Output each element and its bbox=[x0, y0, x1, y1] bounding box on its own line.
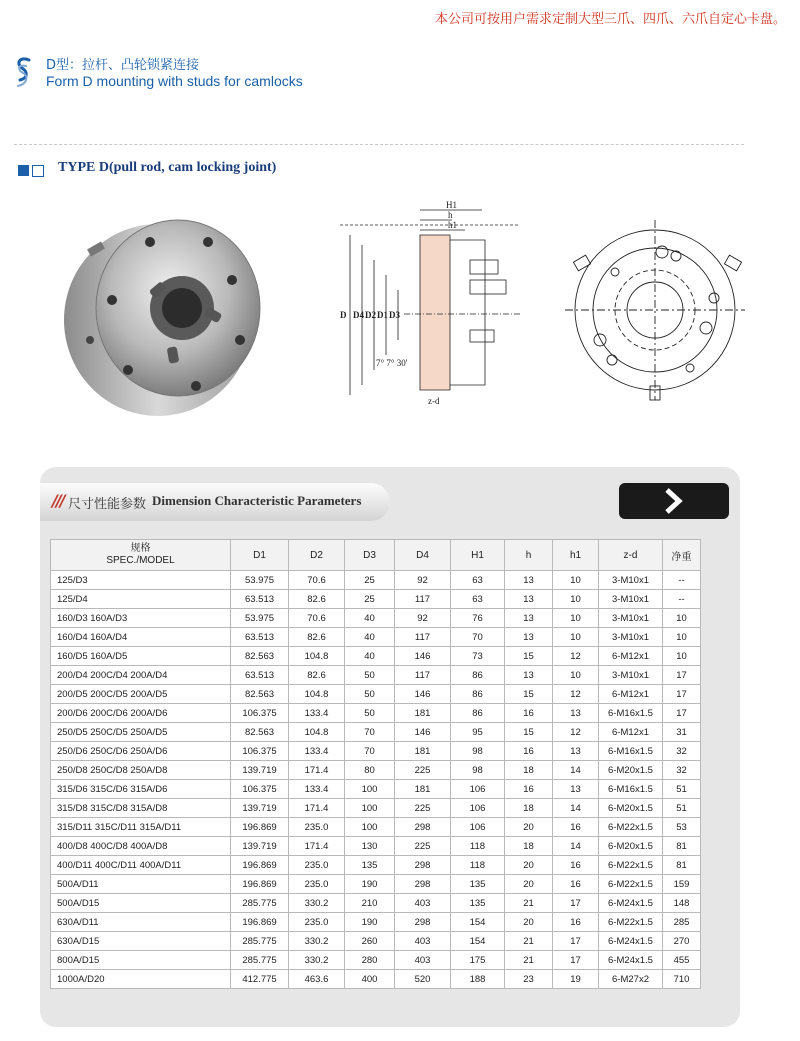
value-cell: 12 bbox=[553, 647, 599, 666]
value-cell: 6-M20x1.5 bbox=[599, 837, 663, 856]
value-cell: 330.2 bbox=[289, 932, 345, 951]
value-cell: 106 bbox=[451, 780, 505, 799]
value-cell: 171.4 bbox=[289, 761, 345, 780]
value-cell: 133.4 bbox=[289, 704, 345, 723]
value-cell: 81 bbox=[663, 837, 701, 856]
value-cell: 190 bbox=[345, 875, 395, 894]
banner-slashes: /// bbox=[52, 491, 64, 510]
model-cell: 200/D6 200C/D6 200A/D6 bbox=[51, 704, 231, 723]
value-cell: 117 bbox=[395, 590, 451, 609]
value-cell: 100 bbox=[345, 799, 395, 818]
table-row bbox=[51, 666, 701, 685]
column-header: D3 bbox=[345, 540, 395, 571]
value-cell: 3-M10x1 bbox=[599, 590, 663, 609]
value-cell: 196.869 bbox=[231, 913, 289, 932]
value-cell: 235.0 bbox=[289, 856, 345, 875]
value-cell: 13 bbox=[505, 571, 553, 590]
svg-text:D: D bbox=[340, 310, 347, 320]
table-row bbox=[51, 875, 701, 894]
value-cell: 455 bbox=[663, 951, 701, 970]
value-cell: 6-M22x1.5 bbox=[599, 875, 663, 894]
value-cell: 403 bbox=[395, 894, 451, 913]
value-cell: 10 bbox=[553, 609, 599, 628]
table-row bbox=[51, 704, 701, 723]
value-cell: 40 bbox=[345, 609, 395, 628]
value-cell: 10 bbox=[663, 628, 701, 647]
value-cell: 13 bbox=[505, 666, 553, 685]
value-cell: 63 bbox=[451, 571, 505, 590]
value-cell: 285.775 bbox=[231, 894, 289, 913]
svg-text:7° 7° 30': 7° 7° 30' bbox=[376, 358, 408, 368]
table-row bbox=[51, 894, 701, 913]
value-cell: 17 bbox=[553, 894, 599, 913]
column-header: z-d bbox=[599, 540, 663, 571]
chuck-photo bbox=[64, 220, 260, 416]
product-illustrations bbox=[0, 190, 800, 420]
value-cell: 285 bbox=[663, 913, 701, 932]
value-cell: 63.513 bbox=[231, 666, 289, 685]
value-cell: 298 bbox=[395, 875, 451, 894]
value-cell: 6-M12x1 bbox=[599, 685, 663, 704]
model-cell: 250/D6 250C/D6 250A/D6 bbox=[51, 742, 231, 761]
value-cell: 106 bbox=[451, 799, 505, 818]
value-cell: 70.6 bbox=[289, 609, 345, 628]
value-cell: 15 bbox=[505, 685, 553, 704]
next-button[interactable] bbox=[619, 483, 729, 519]
value-cell: 196.869 bbox=[231, 856, 289, 875]
table-header-row bbox=[51, 540, 701, 571]
value-cell: 21 bbox=[505, 894, 553, 913]
value-cell: 260 bbox=[345, 932, 395, 951]
table-row bbox=[51, 951, 701, 970]
value-cell: 6-M24x1.5 bbox=[599, 894, 663, 913]
value-cell: 463.6 bbox=[289, 970, 345, 989]
model-cell: 800A/D15 bbox=[51, 951, 231, 970]
value-cell: 10 bbox=[553, 590, 599, 609]
value-cell: 270 bbox=[663, 932, 701, 951]
value-cell: 80 bbox=[345, 761, 395, 780]
value-cell: 13 bbox=[505, 628, 553, 647]
value-cell: 86 bbox=[451, 685, 505, 704]
column-header: 净重 bbox=[663, 540, 701, 571]
value-cell: 235.0 bbox=[289, 913, 345, 932]
value-cell: 20 bbox=[505, 913, 553, 932]
value-cell: 106.375 bbox=[231, 780, 289, 799]
model-cell: 400/D8 400C/D8 400A/D8 bbox=[51, 837, 231, 856]
svg-text:D3: D3 bbox=[389, 310, 400, 320]
value-cell: 82.563 bbox=[231, 647, 289, 666]
value-cell: 92 bbox=[395, 609, 451, 628]
table-row bbox=[51, 932, 701, 951]
value-cell: 76 bbox=[451, 609, 505, 628]
value-cell: 18 bbox=[505, 799, 553, 818]
value-cell: 139.719 bbox=[231, 761, 289, 780]
table-row bbox=[51, 761, 701, 780]
value-cell: 21 bbox=[505, 951, 553, 970]
table-row bbox=[51, 780, 701, 799]
value-cell: 520 bbox=[395, 970, 451, 989]
table-row bbox=[51, 970, 701, 989]
value-cell: 146 bbox=[395, 723, 451, 742]
value-cell: 181 bbox=[395, 704, 451, 723]
value-cell: 139.719 bbox=[231, 799, 289, 818]
value-cell: 21 bbox=[505, 932, 553, 951]
value-cell: 6-M16x1.5 bbox=[599, 742, 663, 761]
value-cell: 13 bbox=[553, 742, 599, 761]
value-cell: 400 bbox=[345, 970, 395, 989]
value-cell: 63.513 bbox=[231, 628, 289, 647]
value-cell: 196.869 bbox=[231, 818, 289, 837]
svg-text:D4: D4 bbox=[353, 310, 364, 320]
value-cell: 70 bbox=[345, 742, 395, 761]
value-cell: 3-M10x1 bbox=[599, 666, 663, 685]
value-cell: 171.4 bbox=[289, 837, 345, 856]
value-cell: 117 bbox=[395, 666, 451, 685]
column-header: H1 bbox=[451, 540, 505, 571]
value-cell: 225 bbox=[395, 799, 451, 818]
value-cell: 17 bbox=[663, 704, 701, 723]
value-cell: 16 bbox=[505, 742, 553, 761]
model-cell: 160/D4 160A/D4 bbox=[51, 628, 231, 647]
column-header: D4 bbox=[395, 540, 451, 571]
value-cell: 70 bbox=[345, 723, 395, 742]
type-title: TYPE D(pull rod, cam locking joint) bbox=[58, 160, 277, 175]
value-cell: 17 bbox=[663, 666, 701, 685]
model-cell: 500A/D15 bbox=[51, 894, 231, 913]
value-cell: 403 bbox=[395, 932, 451, 951]
value-cell: 25 bbox=[345, 590, 395, 609]
value-cell: 104.8 bbox=[289, 723, 345, 742]
value-cell: 6-M20x1.5 bbox=[599, 761, 663, 780]
value-cell: 106.375 bbox=[231, 742, 289, 761]
value-cell: 17 bbox=[553, 932, 599, 951]
value-cell: 53 bbox=[663, 818, 701, 837]
value-cell: 181 bbox=[395, 780, 451, 799]
value-cell: -- bbox=[663, 590, 701, 609]
table-row bbox=[51, 837, 701, 856]
model-cell: 315/D6 315C/D6 315A/D6 bbox=[51, 780, 231, 799]
banner-title-zh: 尺寸性能参数 bbox=[68, 497, 147, 512]
value-cell: 16 bbox=[553, 818, 599, 837]
value-cell: 19 bbox=[553, 970, 599, 989]
front-view-drawing bbox=[565, 220, 745, 400]
svg-text:h1: h1 bbox=[448, 220, 457, 230]
value-cell: 40 bbox=[345, 647, 395, 666]
value-cell: 6-M16x1.5 bbox=[599, 780, 663, 799]
value-cell: 32 bbox=[663, 761, 701, 780]
banner-title-en: Dimension Characteristic Parameters bbox=[152, 493, 362, 508]
value-cell: 225 bbox=[395, 761, 451, 780]
value-cell: 63 bbox=[451, 590, 505, 609]
model-cell: 630A/D11 bbox=[51, 913, 231, 932]
value-cell: 133.4 bbox=[289, 780, 345, 799]
value-cell: 118 bbox=[451, 837, 505, 856]
value-cell: 51 bbox=[663, 780, 701, 799]
model-cell: 250/D8 250C/D8 250A/D8 bbox=[51, 761, 231, 780]
column-header: D2 bbox=[289, 540, 345, 571]
column-header: D1 bbox=[231, 540, 289, 571]
value-cell: 50 bbox=[345, 685, 395, 704]
table-row bbox=[51, 628, 701, 647]
value-cell: 10 bbox=[553, 628, 599, 647]
model-cell: 125/D4 bbox=[51, 590, 231, 609]
value-cell: 17 bbox=[663, 685, 701, 704]
outline-square-icon bbox=[32, 165, 44, 177]
filled-square-icon bbox=[18, 165, 29, 176]
value-cell: 18 bbox=[505, 761, 553, 780]
value-cell: 18 bbox=[505, 837, 553, 856]
value-cell: 53.975 bbox=[231, 571, 289, 590]
dimension-table bbox=[50, 539, 701, 989]
value-cell: 235.0 bbox=[289, 875, 345, 894]
value-cell: 104.8 bbox=[289, 647, 345, 666]
spec-header: 规格 SPEC./MODEL bbox=[51, 540, 231, 571]
value-cell: 6-M12x1 bbox=[599, 723, 663, 742]
value-cell: 280 bbox=[345, 951, 395, 970]
value-cell: 10 bbox=[663, 609, 701, 628]
value-cell: 135 bbox=[451, 875, 505, 894]
model-cell: 630A/D15 bbox=[51, 932, 231, 951]
value-cell: 15 bbox=[505, 723, 553, 742]
value-cell: 14 bbox=[553, 761, 599, 780]
value-cell: 16 bbox=[553, 913, 599, 932]
value-cell: 73 bbox=[451, 647, 505, 666]
value-cell: 175 bbox=[451, 951, 505, 970]
table-row bbox=[51, 723, 701, 742]
value-cell: 3-M10x1 bbox=[599, 628, 663, 647]
value-cell: 298 bbox=[395, 913, 451, 932]
value-cell: 130 bbox=[345, 837, 395, 856]
value-cell: 104.8 bbox=[289, 685, 345, 704]
table-row bbox=[51, 647, 701, 666]
value-cell: 12 bbox=[553, 685, 599, 704]
model-cell: 200/D5 200C/D5 200A/D5 bbox=[51, 685, 231, 704]
value-cell: 92 bbox=[395, 571, 451, 590]
table-row bbox=[51, 571, 701, 590]
model-cell: 1000A/D20 bbox=[51, 970, 231, 989]
value-cell: 106 bbox=[451, 818, 505, 837]
model-cell: 315/D11 315C/D11 315A/D11 bbox=[51, 818, 231, 837]
s-logo-icon bbox=[14, 56, 32, 90]
value-cell: 146 bbox=[395, 647, 451, 666]
value-cell: 710 bbox=[663, 970, 701, 989]
value-cell: 98 bbox=[451, 742, 505, 761]
value-cell: 298 bbox=[395, 856, 451, 875]
value-cell: 330.2 bbox=[289, 951, 345, 970]
value-cell: 412.775 bbox=[231, 970, 289, 989]
value-cell: 15 bbox=[505, 647, 553, 666]
value-cell: 82.563 bbox=[231, 685, 289, 704]
value-cell: 135 bbox=[345, 856, 395, 875]
value-cell: 95 bbox=[451, 723, 505, 742]
value-cell: 13 bbox=[505, 590, 553, 609]
svg-text:D2: D2 bbox=[365, 310, 376, 320]
value-cell: 20 bbox=[505, 818, 553, 837]
column-header: h bbox=[505, 540, 553, 571]
section-title-en: Form D mounting with studs for camlocks bbox=[46, 73, 303, 89]
value-cell: 10 bbox=[663, 647, 701, 666]
value-cell: 330.2 bbox=[289, 894, 345, 913]
value-cell: 6-M22x1.5 bbox=[599, 913, 663, 932]
table-row bbox=[51, 799, 701, 818]
value-cell: 17 bbox=[553, 951, 599, 970]
column-header: h1 bbox=[553, 540, 599, 571]
value-cell: 25 bbox=[345, 571, 395, 590]
value-cell: 82.6 bbox=[289, 628, 345, 647]
value-cell: 403 bbox=[395, 951, 451, 970]
value-cell: 10 bbox=[553, 666, 599, 685]
value-cell: 106.375 bbox=[231, 704, 289, 723]
table-body bbox=[51, 571, 701, 989]
value-cell: 285.775 bbox=[231, 932, 289, 951]
value-cell: 6-M24x1.5 bbox=[599, 932, 663, 951]
value-cell: 16 bbox=[553, 856, 599, 875]
custom-order-notice: 本公司可按用户需求定制大型三爪、四爪、六爪自定心卡盘。 bbox=[434, 12, 786, 27]
value-cell: 154 bbox=[451, 913, 505, 932]
value-cell: 50 bbox=[345, 704, 395, 723]
value-cell: 3-M10x1 bbox=[599, 609, 663, 628]
value-cell: 3-M10x1 bbox=[599, 571, 663, 590]
table-row bbox=[51, 742, 701, 761]
value-cell: 82.6 bbox=[289, 666, 345, 685]
value-cell: 32 bbox=[663, 742, 701, 761]
table-row bbox=[51, 590, 701, 609]
value-cell: 13 bbox=[505, 609, 553, 628]
value-cell: 20 bbox=[505, 856, 553, 875]
value-cell: 13 bbox=[553, 780, 599, 799]
svg-text:H1: H1 bbox=[446, 200, 457, 210]
value-cell: -- bbox=[663, 571, 701, 590]
model-cell: 500A/D11 bbox=[51, 875, 231, 894]
value-cell: 82.6 bbox=[289, 590, 345, 609]
value-cell: 210 bbox=[345, 894, 395, 913]
value-cell: 16 bbox=[553, 875, 599, 894]
value-cell: 235.0 bbox=[289, 818, 345, 837]
value-cell: 6-M22x1.5 bbox=[599, 856, 663, 875]
table-row bbox=[51, 856, 701, 875]
value-cell: 190 bbox=[345, 913, 395, 932]
value-cell: 12 bbox=[553, 723, 599, 742]
value-cell: 70.6 bbox=[289, 571, 345, 590]
value-cell: 6-M22x1.5 bbox=[599, 818, 663, 837]
side-section-drawing bbox=[340, 200, 520, 406]
model-cell: 400/D11 400C/D11 400A/D11 bbox=[51, 856, 231, 875]
value-cell: 40 bbox=[345, 628, 395, 647]
value-cell: 6-M27x2 bbox=[599, 970, 663, 989]
value-cell: 6-M20x1.5 bbox=[599, 799, 663, 818]
value-cell: 133.4 bbox=[289, 742, 345, 761]
value-cell: 285.775 bbox=[231, 951, 289, 970]
model-cell: 250/D5 250C/D5 250A/D5 bbox=[51, 723, 231, 742]
value-cell: 117 bbox=[395, 628, 451, 647]
value-cell: 225 bbox=[395, 837, 451, 856]
value-cell: 100 bbox=[345, 780, 395, 799]
chevron-right-icon bbox=[661, 487, 687, 515]
value-cell: 86 bbox=[451, 704, 505, 723]
value-cell: 82.563 bbox=[231, 723, 289, 742]
value-cell: 146 bbox=[395, 685, 451, 704]
value-cell: 63.513 bbox=[231, 590, 289, 609]
value-cell: 10 bbox=[553, 571, 599, 590]
value-cell: 16 bbox=[505, 780, 553, 799]
value-cell: 298 bbox=[395, 818, 451, 837]
divider bbox=[14, 144, 744, 145]
value-cell: 53.975 bbox=[231, 609, 289, 628]
value-cell: 6-M12x1 bbox=[599, 647, 663, 666]
value-cell: 81 bbox=[663, 856, 701, 875]
value-cell: 14 bbox=[553, 799, 599, 818]
model-cell: 160/D3 160A/D3 bbox=[51, 609, 231, 628]
svg-text:h: h bbox=[448, 210, 453, 220]
value-cell: 13 bbox=[553, 704, 599, 723]
value-cell: 139.719 bbox=[231, 837, 289, 856]
table-row bbox=[51, 685, 701, 704]
table-row bbox=[51, 818, 701, 837]
value-cell: 51 bbox=[663, 799, 701, 818]
value-cell: 31 bbox=[663, 723, 701, 742]
value-cell: 148 bbox=[663, 894, 701, 913]
model-cell: 200/D4 200C/D4 200A/D4 bbox=[51, 666, 231, 685]
svg-text:z-d: z-d bbox=[428, 396, 440, 406]
value-cell: 98 bbox=[451, 761, 505, 780]
value-cell: 118 bbox=[451, 856, 505, 875]
value-cell: 16 bbox=[505, 704, 553, 723]
section-title-zh: D型：拉杆、凸轮锁紧连接 bbox=[46, 58, 200, 73]
model-cell: 160/D5 160A/D5 bbox=[51, 647, 231, 666]
value-cell: 196.869 bbox=[231, 875, 289, 894]
value-cell: 14 bbox=[553, 837, 599, 856]
table-row bbox=[51, 913, 701, 932]
value-cell: 20 bbox=[505, 875, 553, 894]
value-cell: 70 bbox=[451, 628, 505, 647]
value-cell: 181 bbox=[395, 742, 451, 761]
value-cell: 6-M24x1.5 bbox=[599, 951, 663, 970]
model-cell: 125/D3 bbox=[51, 571, 231, 590]
svg-text:D1: D1 bbox=[377, 310, 388, 320]
value-cell: 171.4 bbox=[289, 799, 345, 818]
value-cell: 188 bbox=[451, 970, 505, 989]
value-cell: 100 bbox=[345, 818, 395, 837]
table-row bbox=[51, 609, 701, 628]
model-cell: 315/D8 315C/D8 315A/D8 bbox=[51, 799, 231, 818]
value-cell: 6-M16x1.5 bbox=[599, 704, 663, 723]
value-cell: 154 bbox=[451, 932, 505, 951]
value-cell: 86 bbox=[451, 666, 505, 685]
value-cell: 135 bbox=[451, 894, 505, 913]
value-cell: 23 bbox=[505, 970, 553, 989]
value-cell: 159 bbox=[663, 875, 701, 894]
value-cell: 50 bbox=[345, 666, 395, 685]
